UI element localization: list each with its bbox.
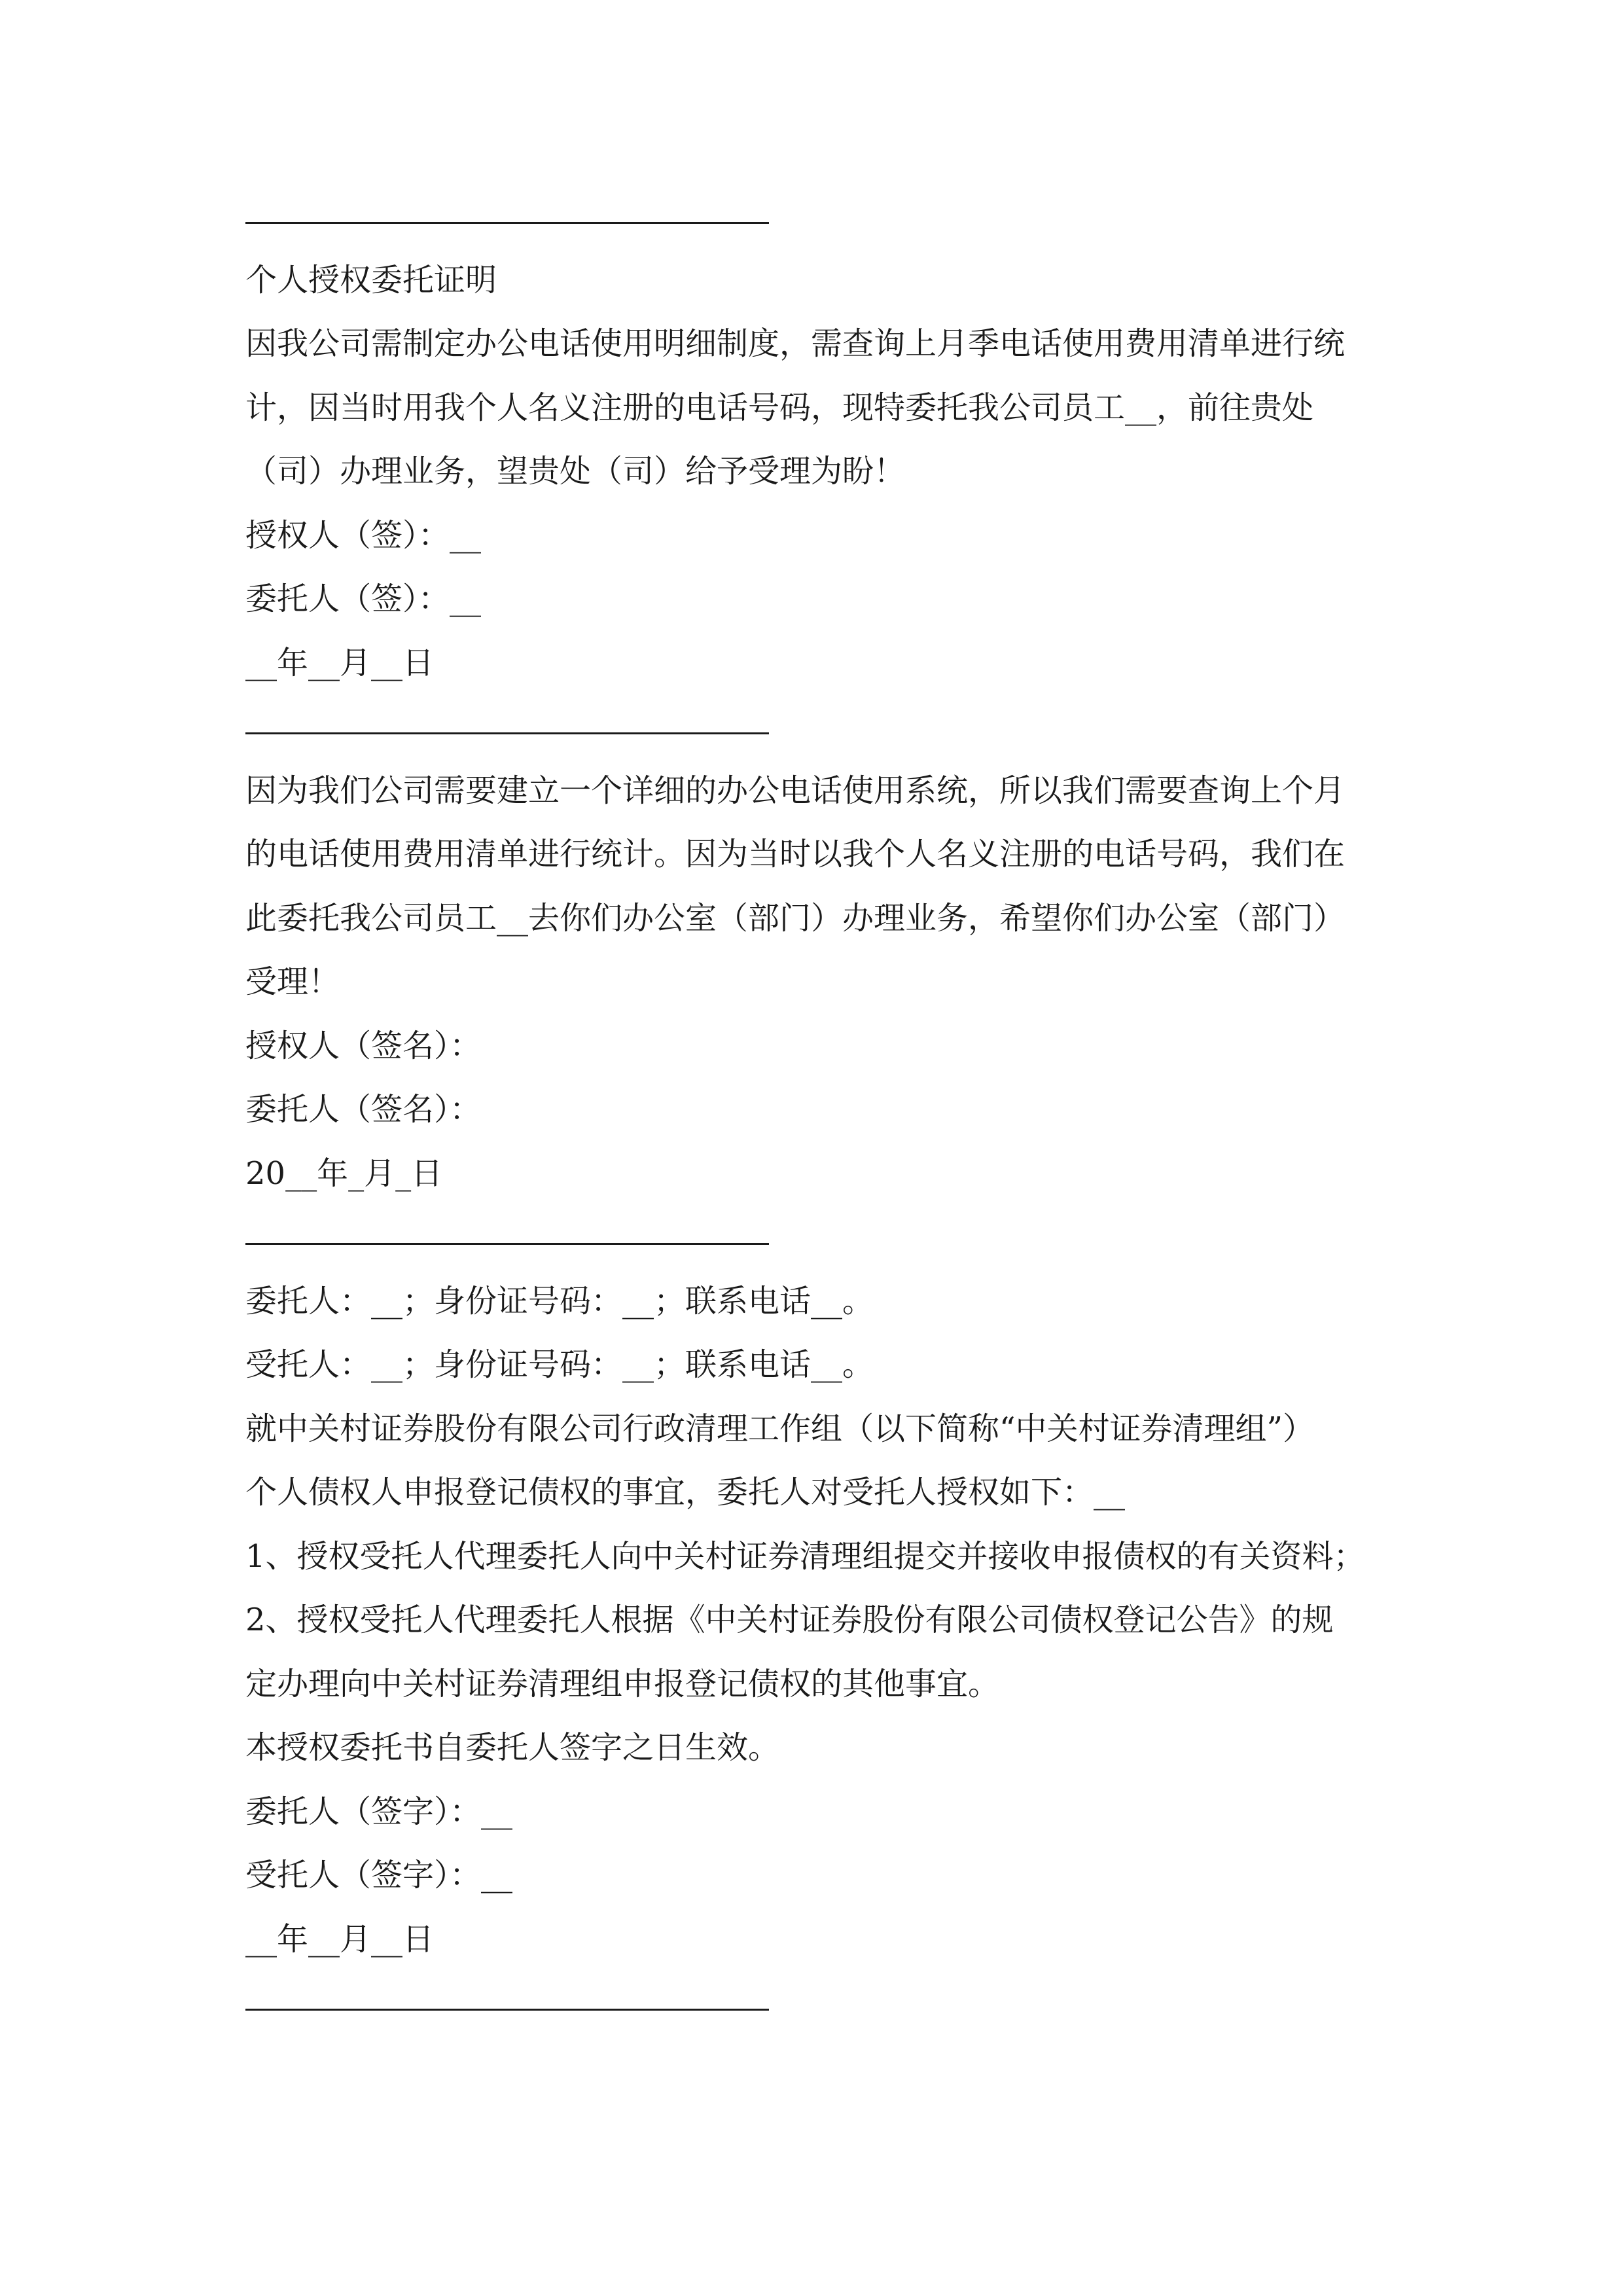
document-page (245, 185, 1417, 2036)
paragraph-line: 就中关村证券股份有限公司行政清理工作组（以下简称“中关村证券清理组”） (245, 1410, 1315, 1447)
paragraph-line: 计，因当时用我个人名义注册的电话号码，现特委托我公司员工__，前往贵处 (245, 389, 1314, 426)
paragraph-line: 此委托我公司员工__去你们办公室（部门）办理业务，希望你们办公室（部门） (245, 899, 1346, 937)
authorization-item: 1、授权受托人代理委托人向中关村证券清理组提交并接收申报债权的有关资料； (245, 1537, 1365, 1575)
date-line: __年__月__日 (245, 1920, 435, 1958)
entrustor-signature-line: 委托人（签名）： (245, 1091, 482, 1128)
entrustor-signature-line: 委托人（签字）：__ (245, 1793, 513, 1830)
paragraph-line: 受理！ (245, 963, 340, 1000)
paragraph-line: 的电话使用费用清单进行统计。因为当时以我个人名义注册的电话号码，我们在 (245, 836, 1346, 872)
date-line: 20__年_月_日 (245, 1155, 443, 1192)
paragraph-line: （司）办理业务，望贵处（司）给予受理为盼！ (245, 453, 906, 490)
entrustor-signature-line: 委托人（签）：__ (245, 581, 482, 617)
authorizer-signature-line: 授权人（签）：__ (245, 516, 482, 554)
section-divider (245, 1971, 1417, 2036)
paragraph-line: 定办理向中关村证券清理组申报登记债权的其他事宜。 (245, 1665, 1000, 1702)
trustee-signature-line: 受托人（签字）：__ (245, 1857, 513, 1893)
entrustor-info-line: 委托人：__；身份证号码：__；联系电话__。 (245, 1282, 874, 1319)
date-line: __年__月__日 (245, 644, 435, 681)
authorizer-signature-line: 授权人（签名）： (245, 1027, 482, 1064)
section-divider (245, 1206, 1417, 1270)
section-divider (245, 185, 1417, 249)
effective-statement: 本授权委托书自委托人签字之日生效。 (245, 1729, 780, 1766)
paragraph-line: 因我公司需制定办公电话使用明细制度，需查询上月季电话使用费用清单进行统 (245, 325, 1346, 362)
paragraph-line: 个人债权人申报登记债权的事宜，委托人对受托人授权如下：__ (245, 1474, 1126, 1511)
trustee-info-line: 受托人：__；身份证号码：__；联系电话__。 (245, 1346, 874, 1383)
paragraph-line: 因为我们公司需要建立一个详细的办公电话使用系统，所以我们需要查询上个月 (245, 772, 1346, 809)
section-title: 个人授权委托证明 (245, 261, 497, 298)
authorization-item: 2、授权受托人代理委托人根据《中关村证券股份有限公司债权登记公告》的规 (245, 1602, 1334, 1638)
section-divider (245, 695, 1417, 759)
